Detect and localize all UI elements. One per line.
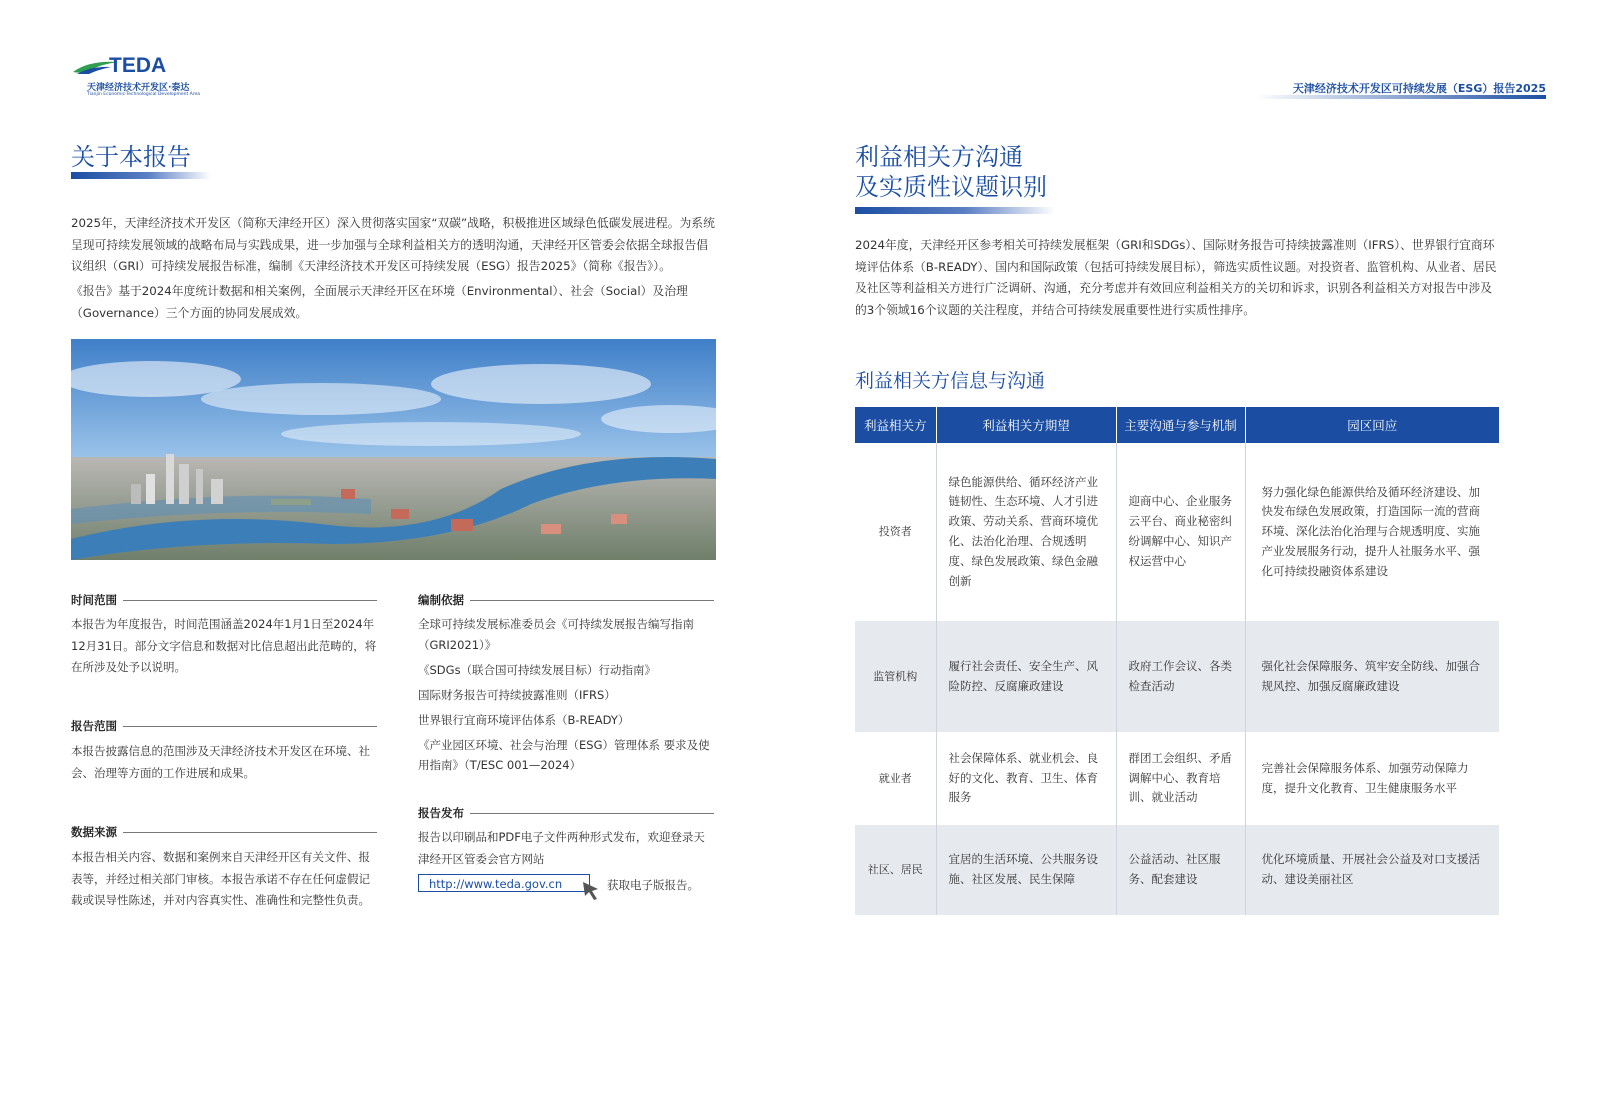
column-header: 利益相关方期望 xyxy=(936,407,1116,443)
stakeholder-expectation: 绿色能源供给、循环经济产业链韧性、生态环境、人才引进政策、劳动关系、营商环境优化、法治化治理、合规透明度、绿色发展政策、绿色金融创新 xyxy=(936,443,1116,621)
stakeholder-name: 投资者 xyxy=(855,443,936,621)
intro-paragraph-1: 2025年，天津经济技术开发区（简称天津经开区）深入贯彻落实国家“双碳”战略，积极推进区域绿色低碳发展进程。为系统呈现可持续发展领域的战略布局与实践成果，进一步加强与全球利益相关方的透明沟通，天津经开区管委会依据全球报告倡议组织（GRI）可持续发展报告标准，编制《天津经济技术开发区可持续发展（ESG）报告2025》（简称《报告》）。 xyxy=(71,216,715,273)
logo-cn-text: 天津经济技术开发区·泰达 xyxy=(87,83,190,93)
time-scope-heading: 时间范围 xyxy=(71,593,117,607)
logo-en-text: Tianjin Economic-Technological Development Area xyxy=(87,92,201,97)
divider xyxy=(470,600,714,601)
stakeholder-expectation: 履行社会责任、安全生产、风险防控、反腐廉政建设 xyxy=(936,621,1116,732)
title-underline-left xyxy=(71,172,211,179)
title-underline-right xyxy=(855,207,1055,214)
stakeholder-expectation: 宜居的生活环境、公共服务设施、社区发展、民生保障 xyxy=(936,825,1116,915)
city-aerial-photo xyxy=(71,339,716,560)
section-head-basis xyxy=(418,592,714,608)
park-response: 努力强化绿色能源供给及循环经济建设、加快发布绿色发展政策，打造国际一流的营商环境、深化法治化治理与合规透明度、实施产业发展服务行动，提升人社服务水平、强化可持续投融资体系建设 xyxy=(1261,484,1480,578)
divider xyxy=(123,832,377,833)
table-row xyxy=(855,732,1499,825)
data-source-heading: 数据来源 xyxy=(71,825,117,839)
basis-list xyxy=(418,614,715,780)
section-head-report-scope xyxy=(71,718,377,734)
teda-logo xyxy=(71,54,201,100)
basis-heading: 编制依据 xyxy=(418,593,464,607)
stakeholder-intro: 2024年度，天津经开区参考相关可持续发展框架（GRI和SDGs）、国际财务报告可持续披露准则（IFRS）、世界银行宜商环境评估体系（B-READY）、国内和国际政策（包括可持续发展目标），筛选实质性议题。对投资者、监管机构、从业者、居民及社区等利益相关方进行广泛调研、沟通，充分考虑并有效回应利益相关方的关切和诉求，识别各利益相关方对报告中涉及的3个领域16个议题的关注程度，并结合可持续发展重要性进行实质性排序。 xyxy=(855,238,1497,317)
divider xyxy=(123,600,377,601)
intro-paragraph-2: 《报告》基于2024年度统计数据和相关案例，全面展示天津经开区在环境（Environmental）、社会（Social）及治理（Governance）三个方面的协同发展成效。 xyxy=(71,284,688,320)
stakeholder-expectation: 社会保障体系、就业机会、良好的文化、教育、卫生、体育服务 xyxy=(936,732,1116,825)
running-header: 天津经济技术开发区可持续发展（ESG）报告2025 xyxy=(1292,82,1546,95)
park-response: 完善社会保障服务体系、加强劳动保障力度，提升文化教育、卫生健康服务水平 xyxy=(1261,760,1469,795)
running-header-bar xyxy=(1255,95,1546,99)
stakeholder-name: 监管机构 xyxy=(855,621,936,732)
divider xyxy=(123,726,377,727)
report-scope-text: 本报告披露信息的范围涉及天津经济技术开发区在环境、社会、治理等方面的工作进展和成果。 xyxy=(71,744,370,780)
table-row xyxy=(855,825,1499,915)
stakeholder-mechanism: 公益活动、社区服务、配套建设 xyxy=(1116,825,1245,915)
report-scope-heading: 报告范围 xyxy=(71,719,117,733)
basis-item: 《产业园区环境、社会与治理（ESG）管理体系 要求及使用指南》（T/ESC 001—2024） xyxy=(418,737,710,772)
section-head-data-source xyxy=(71,824,377,840)
data-source-text: 本报告相关内容、数据和案例来自天津经开区有关文件、报表等，并经过相关部门审核。本报告承诺不存在任何虚假记载或误导性陈述，并对内容真实性、准确性和完整性负责。 xyxy=(71,850,370,907)
column-header: 利益相关方 xyxy=(855,407,936,443)
table-header-row xyxy=(855,407,1499,443)
stakeholder-mechanism: 政府工作会议、各类检查活动 xyxy=(1116,621,1245,732)
publish-after-url-text: 获取电子版报告。 xyxy=(607,878,699,892)
stakeholder-name: 社区、居民 xyxy=(855,825,936,915)
logo-wordmark: TEDA xyxy=(109,54,167,77)
publish-heading: 报告发布 xyxy=(418,806,464,820)
page-title-left: 关于本报告 xyxy=(71,143,191,171)
stakeholder-name: 就业者 xyxy=(855,732,936,825)
basis-item: 世界银行宜商环境评估体系（B-READY） xyxy=(418,712,630,727)
publish-text: 报告以印刷品和PDF电子文件两种形式发布，欢迎登录天津经开区管委会官方网站 xyxy=(418,830,705,866)
section-head-publish xyxy=(418,805,714,821)
time-scope-text: 本报告为年度报告，时间范围涵盖2024年1月1日至2024年12月31日。部分文字信息和数据对比信息超出此范畴的，将在所涉及处予以说明。 xyxy=(71,617,377,674)
basis-item: 国际财务报告可持续披露准则（IFRS） xyxy=(418,687,616,702)
basis-item: 全球可持续发展标准委员会《可持续发展报告编写指南（GRI2021）》 xyxy=(418,617,694,652)
website-link[interactable]: http://www.teda.gov.cn xyxy=(418,874,590,892)
page-title-right-line1: 利益相关方沟通 xyxy=(855,143,1023,171)
park-response: 强化社会保障服务、筑牢安全防线、加强合规风控、加强反腐廉政建设 xyxy=(1245,621,1499,732)
stakeholder-mechanism: 迎商中心、企业服务云平台、商业秘密纠纷调解中心、知识产权运营中心 xyxy=(1116,443,1245,621)
table-subtitle: 利益相关方信息与沟通 xyxy=(855,370,1046,392)
column-header: 主要沟通与参与机制 xyxy=(1116,407,1245,443)
park-response: 优化环境质量、开展社会公益及对口支援活动、建设美丽社区 xyxy=(1245,825,1499,915)
section-head-time-scope xyxy=(71,592,377,608)
table-row xyxy=(855,443,1499,621)
pointer-cursor-icon xyxy=(582,881,604,901)
divider xyxy=(470,813,714,814)
stakeholder-table xyxy=(855,407,1499,915)
stakeholder-mechanism: 群团工会组织、矛盾调解中心、教育培训、就业活动 xyxy=(1116,732,1245,825)
page-title-right-line2: 及实质性议题识别 xyxy=(855,173,1047,201)
table-row xyxy=(855,621,1499,732)
column-header: 园区回应 xyxy=(1245,407,1499,443)
basis-item: 《SDGs（联合国可持续发展目标）行动指南》 xyxy=(418,662,657,677)
